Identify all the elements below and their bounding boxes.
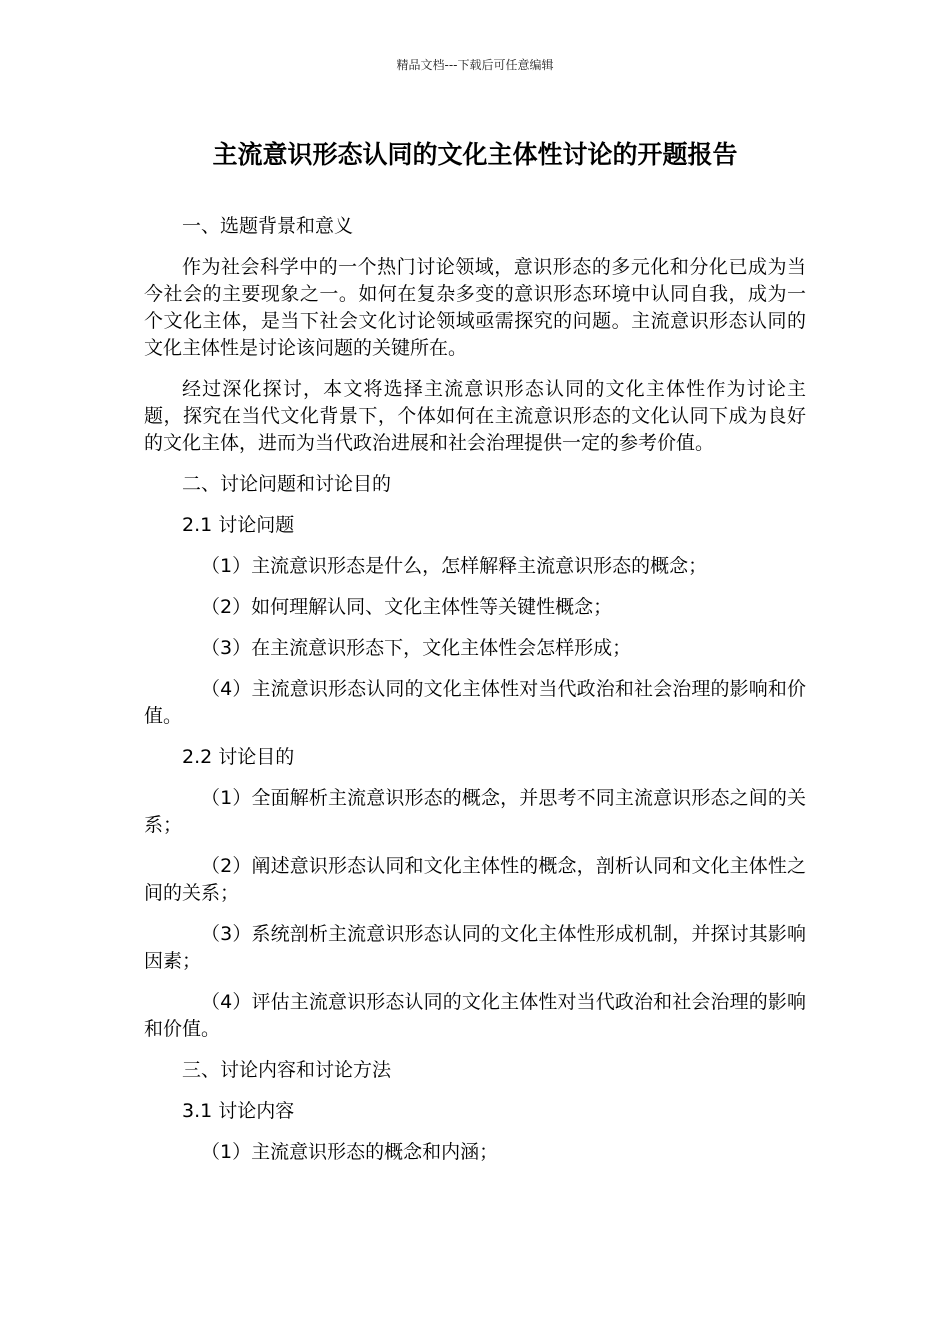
subsection-3-1-heading: 3.1 讨论内容 xyxy=(182,1100,295,1122)
question-item-4: （4）主流意识形态认同的文化主体性对当代政治和社会治理的影响和价值。 xyxy=(144,678,806,727)
section3-heading: 三、讨论内容和讨论方法 xyxy=(182,1059,392,1081)
document-title: 主流意识形态认同的文化主体性讨论的开题报告 xyxy=(212,140,738,169)
objective-item-4: （4）评估主流意识形态认同的文化主体性对当代政治和社会治理的影响和价值。 xyxy=(144,991,806,1040)
document-body xyxy=(144,213,806,1180)
question-item-2: （2）如何理解认同、文化主体性等关键性概念； xyxy=(201,596,613,618)
section1-paragraph-1: 作为社会科学中的一个热门讨论领域，意识形态的多元化和分化已成为当今社会的主要现象之一。如何在复杂多变的意识形态环境中认同自我，成为一个文化主体，是当下社会文化讨论领域亟需探究的问题。主流意识形态认同的文化主体性是讨论该问题的关键所在。 xyxy=(144,256,806,359)
subsection-2-2-heading: 2.2 讨论目的 xyxy=(182,746,295,768)
objective-item-1: （1）全面解析主流意识形态的概念，并思考不同主流意识形态之间的关系； xyxy=(144,787,806,836)
question-item-1: （1）主流意识形态是什么，怎样解释主流意识形态的概念； xyxy=(201,555,708,577)
section2-heading: 二、讨论问题和讨论目的 xyxy=(182,473,392,495)
content-item-1: （1）主流意识形态的概念和内涵； xyxy=(201,1141,499,1163)
question-item-3: （3）在主流意识形态下，文化主体性会怎样形成； xyxy=(201,637,632,659)
section1-heading: 一、选题背景和意义 xyxy=(182,215,354,237)
header-note: 精品文档---下载后可任意编辑 xyxy=(396,58,554,72)
subsection-2-1-heading: 2.1 讨论问题 xyxy=(182,514,295,536)
objective-item-3: （3）系统剖析主流意识形态认同的文化主体性形成机制，并探讨其影响因素； xyxy=(144,923,806,972)
section1-paragraph-2: 经过深化探讨，本文将选择主流意识形态认同的文化主体性作为讨论主题，探究在当代文化背景下，个体如何在主流意识形态的文化认同下成为良好的文化主体，进而为当代政治进展和社会治理提供一定的参考价值。 xyxy=(144,378,806,454)
objective-item-2: （2）阐述意识形态认同和文化主体性的概念，剖析认同和文化主体性之间的关系； xyxy=(144,855,806,904)
